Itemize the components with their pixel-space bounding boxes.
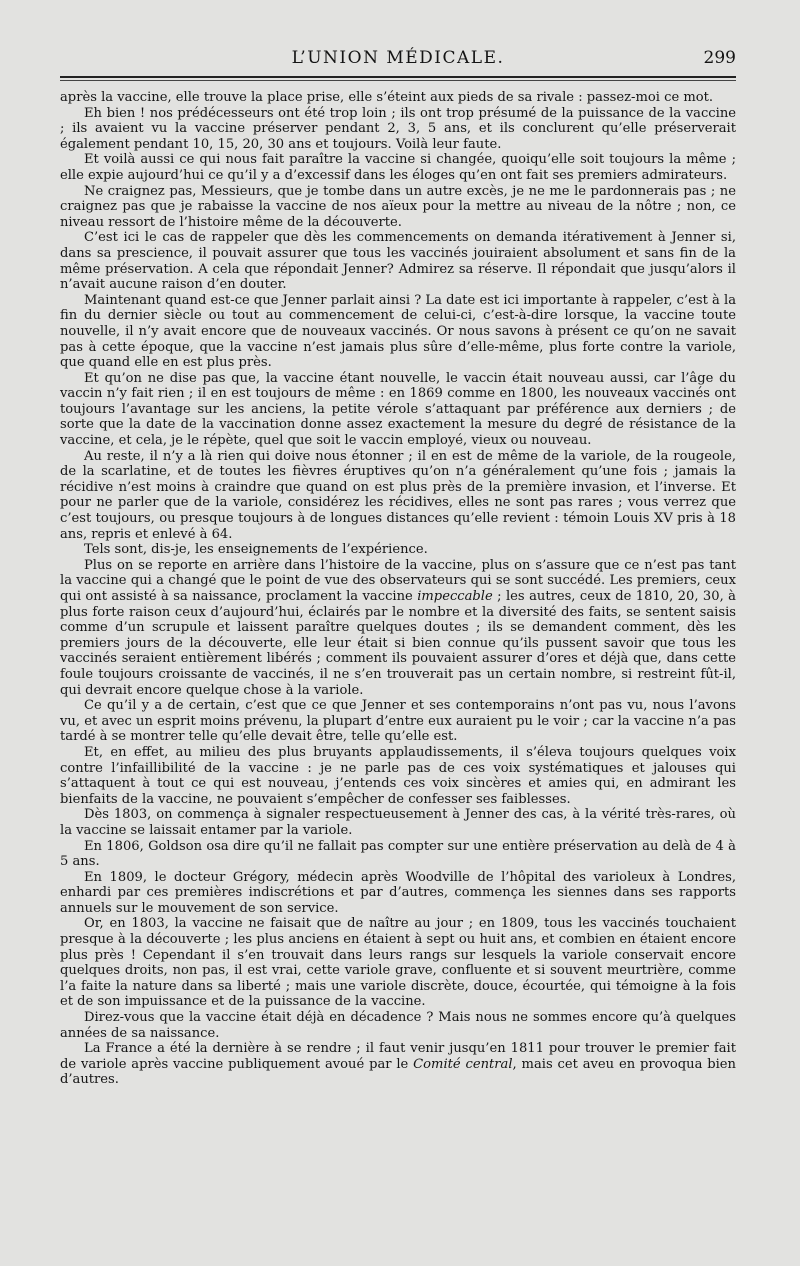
italic-term: impeccable: [417, 589, 493, 604]
paragraph: C’est ici le cas de rappeler que dès les commencements on demanda itérativement à Jenner si, dans sa prescience, il pouvait assurer que tous les vaccinés jouiraient absolument et sans fin de la même préservation. A cela que répondait Jenner? Admirez sa réserve. Il répondait que jusqu’alors il n’avait aucune raison d’en douter.: [60, 230, 736, 293]
page-header: [60, 46, 736, 74]
paragraph: Dès 1803, on commença à signaler respectueusement à Jenner des cas, à la vérité très-rares, où la vaccine se laissait entamer par la variole.: [60, 807, 736, 838]
paragraph: En 1806, Goldson osa dire qu’il ne fallait pas compter sur une entière préservation au delà de 4 à 5 ans.: [60, 838, 736, 870]
paragraph: Tels sont, dis-je, les enseignements de l’expérience.: [84, 542, 428, 558]
paragraph: Or, en 1803, la vaccine ne faisait que de naître au jour ; en 1809, tous les vaccinés touchaient presque à la découverte ; les plus anciens en étaient à sept ou huit ans, et combien en étaient encore plus près ! Cependant il s’en trouvait dans leurs rangs sur lesquels la variole conservait encore quelques droits, non pas, il est vrai, cette variole grave, confluente et si souvent meurtrière, comme l’a faite la nature dans sa liberté ; mais une variole discrète, douce, écourtée, qui témoigne à la fois et de son impuissance et de la puissance de la vaccine.: [60, 916, 736, 1010]
paragraph: Au reste, il n’y a là rien qui doive nous étonner ; il en est de même de la variole, de la rougeole, de la scarlatine, et de toutes les fièvres éruptives qu’on n’a généralement qu’une fois ; jamais la récidive n’est moins à craindre que quand on est plus près de la première invasion, et l’inverse. Et pour ne parler que de la variole, considérez les récidives, elles ne sont pas rares ; vous verrez que c’est toujours, ou presque toujours à de longues distances qu’elle revient : témoin Louis XV pris à 18 ans, repris et enlevé à 64.: [60, 448, 736, 542]
paragraph: Ne craignez pas, Messieurs, que je tombe dans un autre excès, je ne me le pardonnerais pas ; ne craignez pas que je rabaisse la vaccine de nos aïeux pour la mettre au niveau de la nôtre ; non, ce niveau ressort de l’histoire même de la découverte.: [60, 183, 736, 230]
paragraph: Eh bien ! nos prédécesseurs ont été trop loin ; ils ont trop présumé de la puissance de la vaccine ; ils avaient vu la vaccine préserver pendant 2, 3, 5 ans, et ils conclurent qu’elle préserverait également pendant 10, 15, 20, 30 ans et toujours. Voilà leur faute.: [60, 105, 736, 152]
paragraph: En 1809, le docteur Grégory, médecin après Woodville de l’hôpital des varioleux à Londres, enhardi par ces premières indiscrétions et par d’autres, commença les siennes dans ses rapports annuels sur le mouvement de son service.: [60, 869, 736, 916]
paragraph: Ce qu’il y a de certain, c’est que ce que Jenner et ses contemporains n’ont pas vu, nous l’avons vu, et avec un esprit moins prévenu, la plupart d’entre eux auraient pu le voir ; car la vaccine n’a pas tardé à se montrer telle qu’elle devait être, telle qu’elle est.: [60, 698, 736, 745]
paragraph: Et voilà aussi ce qui nous fait paraître la vaccine si changée, quoiqu’elle soit toujours la même ; elle expie aujourd’hui ce qu’il y a d’excessif dans les éloges qu’en ont fait ses premiers admirateurs.: [60, 152, 736, 183]
paragraph: Maintenant quand est-ce que Jenner parlait ainsi ? La date est ici importante à rappeler, c’est à la fin du dernier siècle ou tout au commencement de celui-ci, c’est-à-dire lorsque, la vaccine toute nouvelle, il n’y avait encore que de nouveaux vaccinés. Or nous savons à présent ce qu’on ne savait pas à cette époque, que la vaccine n’est jamais plus sûre d’elle-même, plus forte contre la variole, que quand elle en est plus près.: [60, 292, 736, 371]
page-number: 299: [703, 48, 736, 68]
article-body: [60, 90, 736, 1088]
paragraph: Plus on se reporte en arrière dans l’histoire de la vaccine, plus on s’assure que ce n’est pas tant la vaccine qui a changé que le point de vue des observateurs qui se sont succédé. Les premiers, ceux qui ont assisté à sa naissance, proclament la vaccine impeccable ; les autres, ceux de 1810, 20, 30, à plus forte raison ceux d’aujourd’hui, éclairés par le nombre et la diversité des faits, se sentent saisis comme d’un scrupule et laissent paraître quelques doutes ; ils se demandent comment, dès les premiers jours de la découverte, elle leur était si bien connue qu’ils pussent savoir que tous les vaccinés seraient entièrement libérés ; comment ils pouvaient assurer d’ores et déjà que, dans cette foule toujours croissante de vaccinés, il ne s’en trouverait pas un certain nombre, si restreint fût-il, qui devrait encore quelque chose à la variole.: [60, 557, 736, 698]
header-rule: [60, 76, 736, 78]
paragraph: La France a été la dernière à se rendre ; il faut venir jusqu’en 1811 pour trouver le premier fait de variole après vaccine publiquement avoué par le Comité central, mais cet aveu en provoqua bien d’autres.: [60, 1041, 736, 1088]
paragraph: Direz-vous que la vaccine était déjà en décadence ? Mais nous ne sommes encore qu’à quelques années de sa naissance.: [60, 1010, 736, 1041]
paragraph: après la vaccine, elle trouve la place prise, elle s’éteint aux pieds de sa rivale : passez-moi ce mot.: [60, 90, 714, 105]
running-title: L’UNION MÉDICALE.: [291, 48, 505, 68]
italic-term: Comité central: [413, 1056, 513, 1072]
paragraph: Et qu’on ne dise pas que, la vaccine étant nouvelle, le vaccin était nouveau aussi, car l’âge du vaccin n’y fait rien ; il en est toujours de même : en 1869 comme en 1800, les nouveaux vaccinés ont toujours l’avantage sur les anciens, la petite vérole s’attaquant par préférence aux derniers ; de sorte que la date de la vaccination donne assez exactement la mesure du degré de résistance de la vaccine, et cela, je le répète, quel que soit le vaccin employé, vieux ou nouveau.: [60, 370, 736, 449]
header-rule-thin: [60, 80, 736, 81]
paragraph: Et, en effet, au milieu des plus bruyants applaudissements, il s’éleva toujours quelques voix contre l’infaillibilité de la vaccine : je ne parle pas de ces voix systématiques et jalouses qui s’attaquent à tout ce qui est nouveau, j’entends ces voix sincères et amies qui, en admirant les bienfaits de la vaccine, ne pouvaient s’empêcher de confesser ses faiblesses.: [60, 744, 736, 807]
